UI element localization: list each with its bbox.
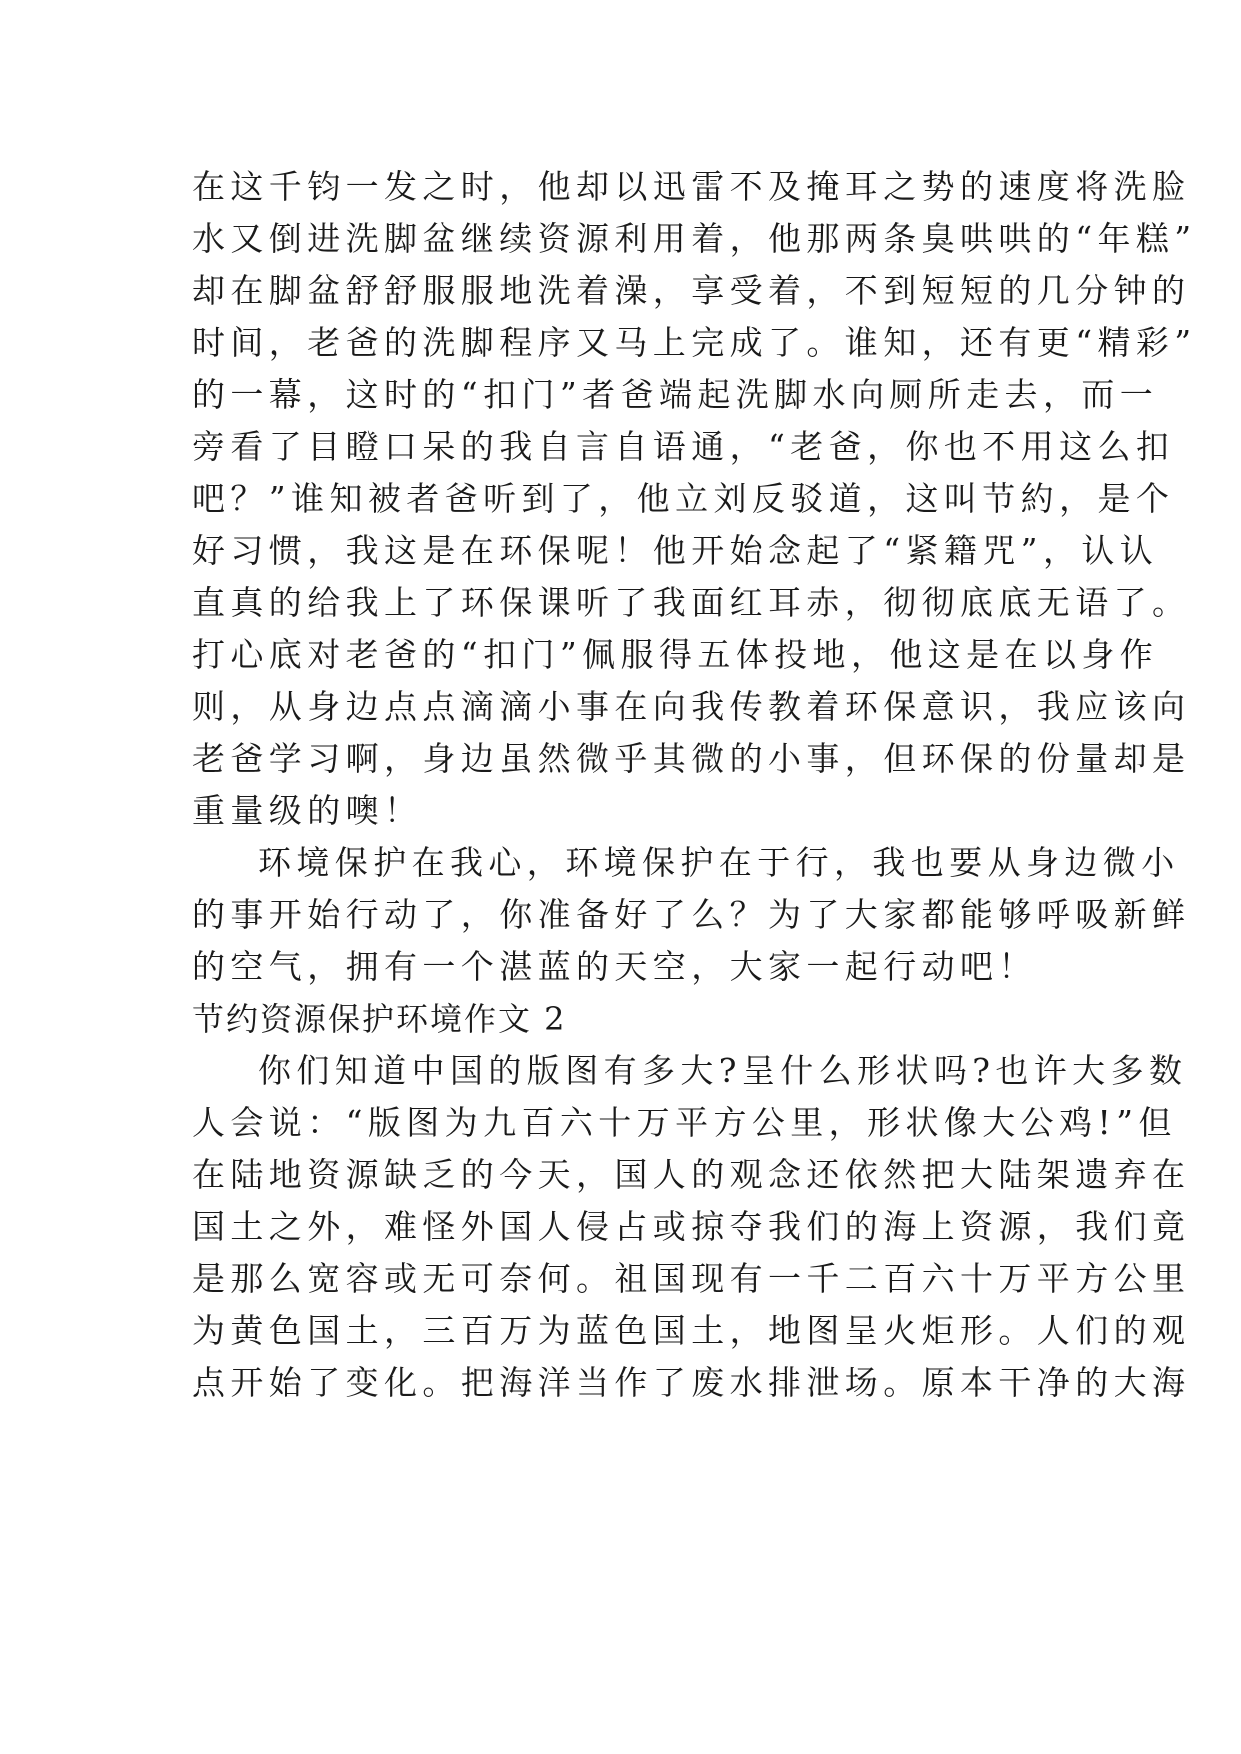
text-line: 在这千钧一发之时，他却以迅雷不及掩耳之势的速度将洗脸 (192, 167, 1191, 206)
text-line: 旁看了目瞪口呆的我自言自语通，“老爸，你也不用这么扣 (192, 427, 1175, 466)
text-line: 老爸学习啊，身边虽然微乎其微的小事，但环保的份量却是 (192, 739, 1191, 778)
text-line: 是那么宽容或无可奈何。祖国现有一千二百六十万平方公里 (192, 1259, 1191, 1298)
text-line: 却在脚盆舒舒服服地洗着澡，享受着，不到短短的几分钟的 (192, 271, 1191, 310)
text-line: 人会说：“版图为九百六十万平方公里，形状像大公鸡!”但 (192, 1103, 1177, 1142)
paragraph-first-line: 你们知道中国的版图有多大?呈什么形状吗?也许大多数 (258, 1051, 1188, 1090)
text-line: 的空气，拥有一个湛蓝的天空，大家一起行动吧！ (192, 947, 1037, 986)
text-line: 点开始了变化。把海洋当作了废水排泄场。原本干净的大海 (192, 1363, 1191, 1402)
text-line: 时间，老爸的洗脚程序又马上完成了。谁知，还有更“精彩” (192, 323, 1197, 362)
text-line: 吧？”谁知被者爸听到了，他立刘反驳道，这叫节約，是个 (192, 479, 1175, 518)
text-line: 国土之外，难怪外国人侵占或掠夺我们的海上资源，我们竟 (192, 1207, 1191, 1246)
text-line: 好习惯，我这是在环保呢！他开始念起了“紧籍咒”，认认 (192, 531, 1159, 570)
text-line: 的事开始行动了，你准备好了么？为了大家都能够呼吸新鲜 (192, 895, 1191, 934)
text-line: 在陆地资源缺乏的今天，国人的观念还依然把大陆架遗弃在 (192, 1155, 1191, 1194)
text-line: 重量级的噢！ (192, 791, 423, 830)
text-line: 直真的给我上了环保课听了我面红耳赤，彻彻底底无语了。 (192, 583, 1191, 622)
section-heading: 节约资源保护环境作文 2 (192, 1000, 567, 1038)
text-line: 的一幕，这时的“扣门”者爸端起洗脚水向厕所走去，而一 (192, 375, 1159, 414)
text-line: 为黄色国土，三百万为蓝色国土，地图呈火炬形。人们的观 (192, 1311, 1191, 1350)
text-line: 打心底对老爸的“扣门”佩服得五体投地，他这是在以身作 (192, 635, 1159, 674)
text-line: 水又倒进洗脚盆继续资源利用着，他那两条臭哄哄的“年糕” (192, 219, 1197, 258)
text-line: 则，从身边点点滴滴小事在向我传教着环保意识，我应该向 (192, 687, 1191, 726)
paragraph-first-line: 环境保护在我心，环境保护在于行，我也要从身边微小 (258, 843, 1180, 882)
